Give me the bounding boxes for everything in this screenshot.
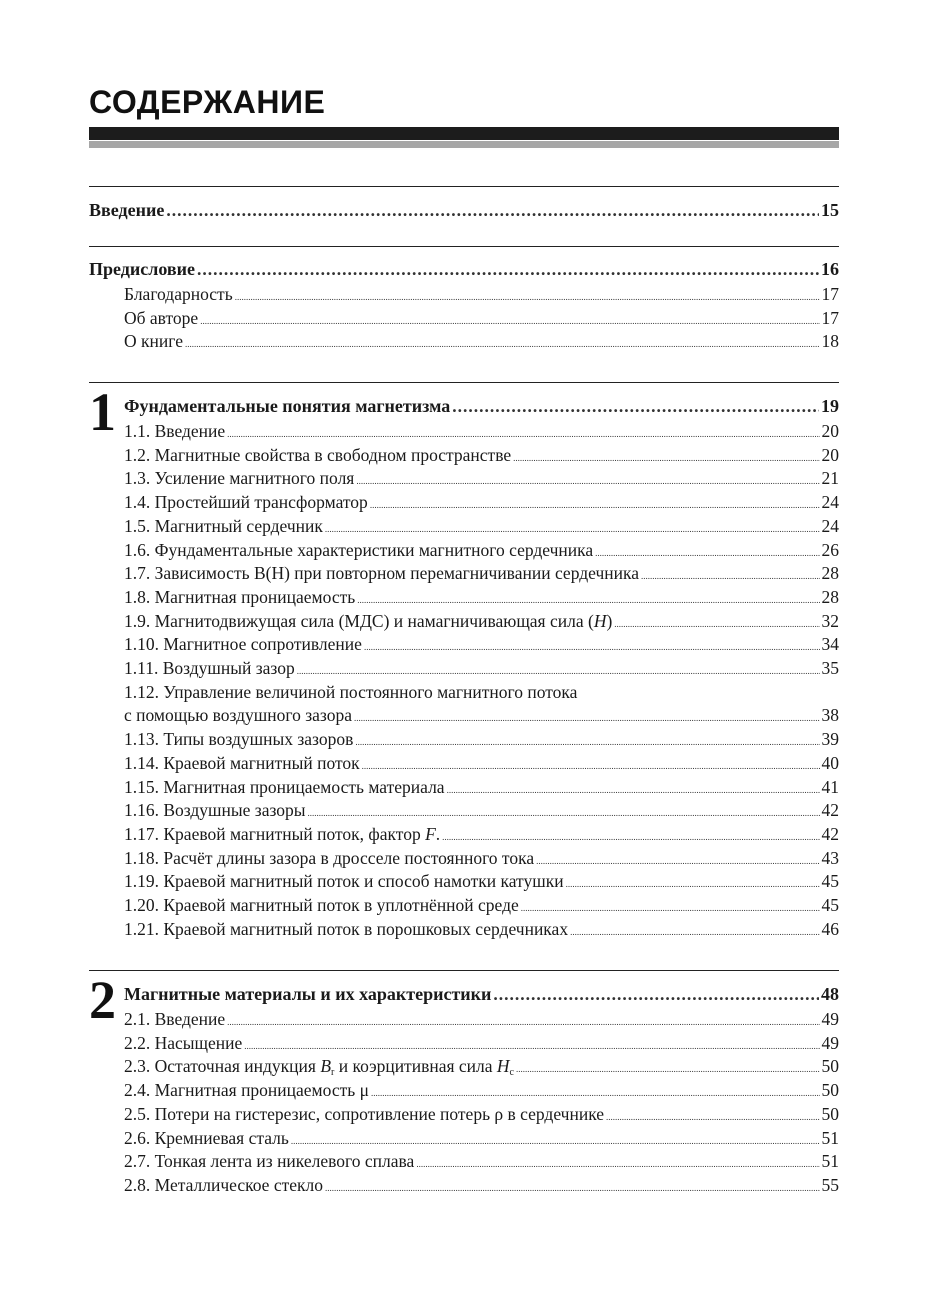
entry-page: 42: [821, 800, 839, 821]
entry-label: 1.6. Фундаментальные характеристики магнитного сердечника: [124, 539, 594, 560]
entry-page: 46: [821, 918, 839, 939]
entry-page: 20: [821, 421, 839, 441]
entry-label: 1.14. Краевой магнитный поток: [124, 752, 360, 773]
toc-entry[interactable]: [124, 282, 839, 309]
entry-page: 51: [821, 1127, 839, 1148]
leader-dots: [185, 332, 820, 356]
toc-entry[interactable]: [124, 1173, 839, 1200]
toc-entry-intro[interactable]: [89, 198, 839, 222]
leader-dots: [325, 1176, 820, 1200]
entry-page: 15: [821, 200, 839, 220]
title-rule-grey: [89, 141, 839, 148]
page-title: СОДЕРЖАНИЕ: [89, 84, 326, 120]
entry-label: 1.11. Воздушный зазор: [124, 658, 295, 678]
section-chapter-2: [89, 970, 839, 1201]
entry-page: 41: [821, 776, 839, 797]
entry-label: 1.10. Магнитное сопротивление: [124, 634, 362, 655]
entry-label: 2.2. Насыщение: [124, 1032, 243, 1053]
entry-page: 16: [821, 259, 839, 279]
entry-label: 1.13. Типы воздушных зазоров: [124, 729, 354, 750]
symbol-italic: F: [425, 823, 436, 844]
entry-page: 24: [821, 492, 839, 513]
entry-label: 1.8. Магнитная проницаемость: [124, 586, 356, 607]
entry-page: 18: [821, 331, 839, 351]
entry-page: 24: [821, 515, 839, 536]
chapter-number: 2: [89, 970, 116, 1030]
entry-label: с помощью воздушного зазора: [124, 705, 353, 726]
entry-label: О книге: [124, 331, 183, 351]
symbol-italic: H: [593, 610, 607, 631]
entry-page: 26: [821, 539, 839, 560]
entry-page: 21: [821, 468, 839, 489]
entry-label: 2.8. Металлическое стекло: [124, 1174, 323, 1195]
entry-page: 42: [821, 823, 839, 844]
entry-page: 35: [821, 658, 839, 678]
symbol-hc-sub: c: [509, 1067, 514, 1079]
entry-label: Благодарность: [124, 284, 233, 304]
entry-label: 1.15. Магнитная проницаемость материала: [124, 776, 445, 797]
entry-page: 17: [821, 284, 839, 304]
entry-page: 39: [821, 729, 839, 750]
entry-page: 51: [821, 1151, 839, 1172]
toc-entry[interactable]: [124, 329, 839, 356]
entry-label: 1.4. Простейший трансформатор: [124, 492, 368, 513]
entry-label: 1.18. Расчёт длины зазора в дросселе постоянного тока: [124, 847, 535, 868]
toc-entry-chapter-1[interactable]: [124, 394, 839, 418]
entry-label: 1.7. Зависимость B(H) при повторном перемагничивании сердечника: [124, 563, 639, 584]
entry-label: 2.1. Введение: [124, 1009, 226, 1029]
entry-label: Об авторе: [124, 308, 199, 328]
chapter-number: 1: [89, 382, 116, 442]
symbol-br: B: [320, 1056, 332, 1077]
entry-label: 2.3. Остаточная индукция $B_r$ и коэрцитивная сила $H_c$: [124, 1056, 514, 1079]
entry-page: 50: [821, 1056, 839, 1077]
entry-label: Магнитные материалы и их характеристики: [124, 984, 492, 1004]
toc-entry-preface[interactable]: [89, 257, 839, 281]
entry-page: 32: [821, 610, 839, 631]
entry-page: 34: [821, 634, 839, 655]
entry-label: 1.9. Магнитодвижущая сила (МДС) и намагничивающая сила (H): [124, 610, 613, 631]
entry-page: 55: [821, 1174, 839, 1195]
entry-label: 1.5. Магнитный сердечник: [124, 515, 323, 536]
symbol-br-sub: r: [331, 1067, 335, 1079]
entry-label: 1.3. Усиление магнитного поля: [124, 468, 355, 489]
toc-entry[interactable]: [124, 917, 839, 944]
leader-dots: [570, 920, 819, 944]
toc-entry-line1: 1.12. Управление величиной постоянного магнитного потока: [124, 681, 578, 702]
entry-page: 45: [821, 871, 839, 892]
title-rule-dark: [89, 127, 839, 140]
entry-label: 1.1. Введение: [124, 421, 226, 441]
leader-dots: [166, 198, 819, 222]
section-intro: [89, 186, 839, 237]
entry-page: 45: [821, 895, 839, 915]
entry-page: 38: [821, 705, 839, 726]
leader-dots: [452, 394, 819, 418]
entry-label: 2.7. Тонкая лента из никелевого сплава: [124, 1151, 415, 1172]
toc-entry-chapter-2[interactable]: [124, 982, 839, 1006]
entry-page: 49: [821, 1009, 839, 1029]
entry-label: 1.21. Краевой магнитный поток в порошковых сердечниках: [124, 918, 569, 939]
entry-label: 2.6. Кремниевая сталь: [124, 1127, 289, 1148]
entry-page: 49: [821, 1032, 839, 1053]
entry-label: 1.16. Воздушные зазоры: [124, 800, 306, 821]
entry-label: 1.17. Краевой магнитный поток, фактор F.: [124, 823, 441, 844]
entry-label: Предисловие: [89, 259, 195, 279]
entry-page: 20: [821, 444, 839, 465]
entry-page: 28: [821, 586, 839, 607]
entry-page: 43: [821, 847, 839, 868]
leader-dots: [197, 257, 819, 281]
section-preface: [89, 246, 839, 367]
symbol-hc: H: [496, 1056, 510, 1077]
entry-page: 50: [821, 1080, 839, 1101]
entry-page: 50: [821, 1103, 839, 1124]
entry-page: 19: [821, 396, 839, 416]
entry-page: 28: [821, 563, 839, 584]
entry-label: 2.4. Магнитная проницаемость μ: [124, 1080, 369, 1101]
entry-page: 48: [821, 984, 839, 1004]
entry-label: Введение: [89, 200, 165, 220]
entry-page: 17: [821, 308, 839, 328]
entry-label: 1.19. Краевой магнитный поток и способ намотки катушки: [124, 871, 564, 892]
section-chapter-1: [89, 382, 839, 953]
entry-label: Фундаментальные понятия магнетизма: [124, 396, 451, 416]
entry-page: 40: [821, 752, 839, 773]
entry-label: 1.20. Краевой магнитный поток в уплотнённой среде: [124, 895, 519, 915]
entry-label: 1.2. Магнитные свойства в свободном пространстве: [124, 444, 512, 465]
leader-dots: [493, 982, 819, 1006]
entry-label: 2.5. Потери на гистерезис, сопротивление потерь ρ в сердечнике: [124, 1103, 605, 1124]
